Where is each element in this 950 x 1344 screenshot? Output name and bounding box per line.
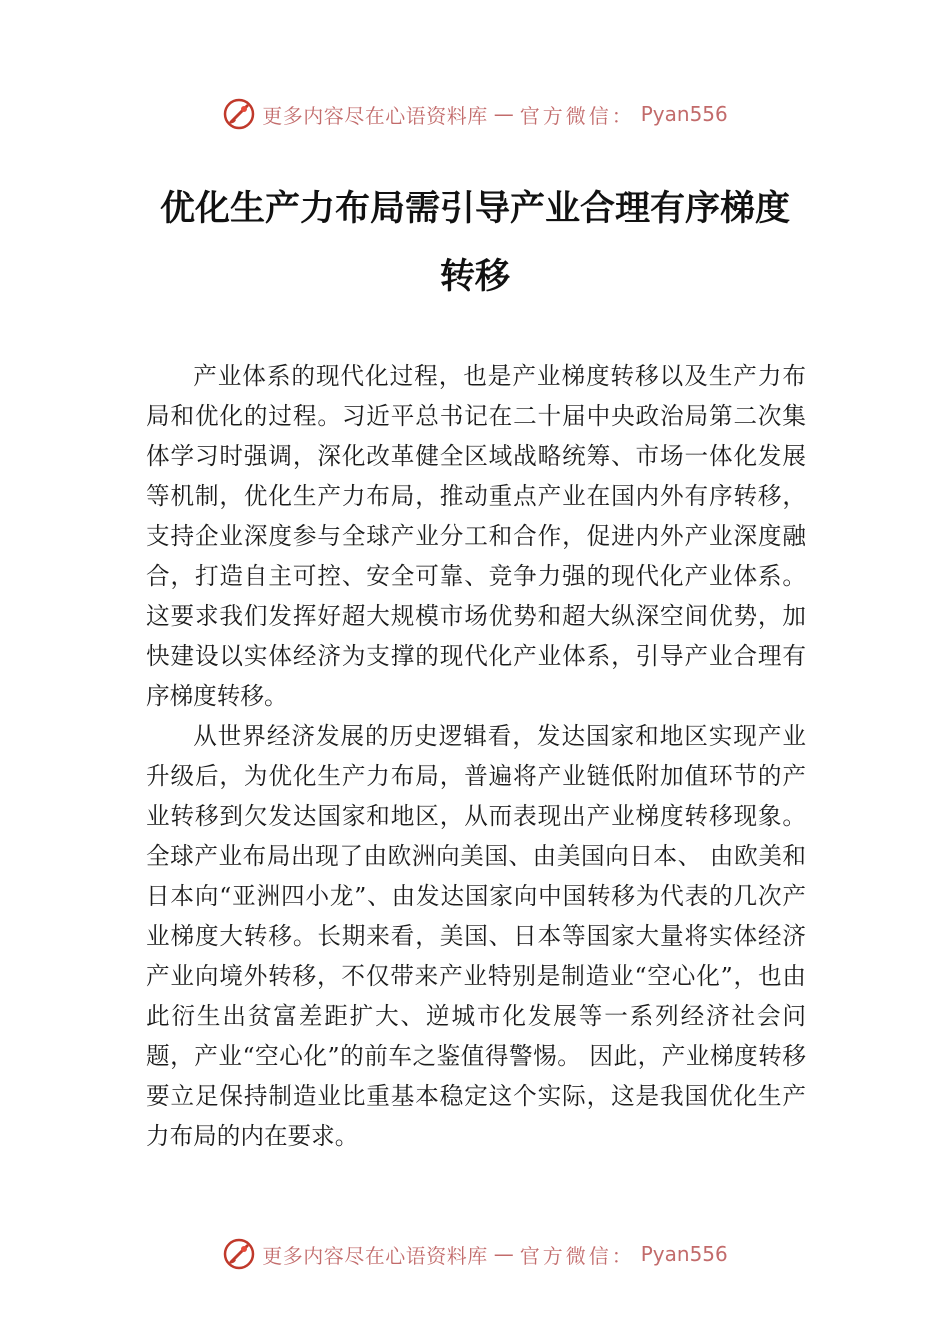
banner-text: 更多内容尽在心语资料库 (262, 1243, 488, 1268)
banner-separator: — (493, 1242, 514, 1266)
banner-wechat-label: 官方微信： (519, 103, 635, 128)
paragraph-1: 产业体系的现代化过程，也是产业梯度转移以及生产力布局和优化的过程。习近平总书记在二十届中央政治局第二次集体学习时强调，深化改革健全区域战略统筹、市场一体化发展等机制，优化生产力布局，推动重点产业在国内外有序转移，支持企业深度参与全球产业分工和合作，促进内外产业深度融合，打造自主可控、安全可靠、竞争力强的现代化产业体系。这要求我们发挥好超大规模市场优势和超大纵深空间优势，加快建设以实体经济为支撑的现代化产业体系，引导产业合理有序梯度转移。 (146, 362, 806, 710)
banner-wechat-id: Pyan556 (640, 1242, 728, 1266)
paragraph-2: 从世界经济发展的历史逻辑看，发达国家和地区实现产业升级后，为优化生产力布局，普遍将产业链低附加值环节的产业转移到欠发达国家和地区，从而表现出产业梯度转移现象。全球产业布局出现了由欧洲向美国、由美国向日本、 由欧美和日本向“亚洲四小龙”、由发达国家向中国转移为代表的几次产业梯度大转移。长期来看，美国、日本等国家大量将实体经济产业向境外转移，不仅带来产业特别是制造业“空心化”，也由此衍生出贫富差距扩大、逆城市化发展等一系列经济社会问题，产业“空心化”的前车之鉴值得警惕。 因此，产业梯度转移要立足保持制造业比重基本稳定这个实际，这是我国优化生产力布局的内在要求。 (146, 722, 806, 1150)
banner-wechat-label: 官方微信： (519, 1243, 635, 1268)
banner-separator: — (493, 102, 514, 126)
brush-logo-icon (222, 1237, 256, 1271)
document-title-line-1: 优化生产力布局需引导产业合理有序梯度 (159, 189, 790, 229)
header-banner (0, 92, 950, 136)
banner-text: 更多内容尽在心语资料库 (262, 103, 488, 128)
document-body (146, 356, 806, 1156)
footer-banner (0, 1232, 950, 1276)
document-title-line-2: 转移 (439, 257, 510, 297)
brush-logo-icon (222, 97, 256, 131)
banner-wechat-id: Pyan556 (640, 102, 728, 126)
